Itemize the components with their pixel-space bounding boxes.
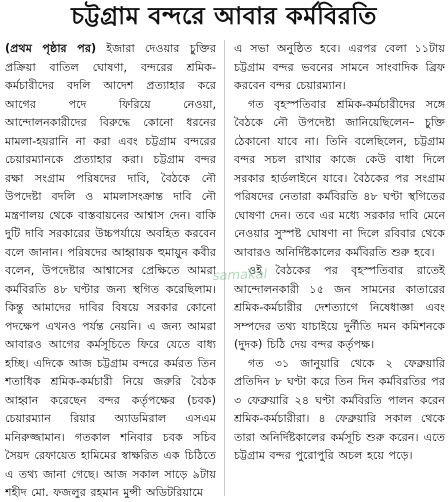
left-column-text: ইজারা দেওয়ার চুক্তির প্রক্রিয়া বাতিল ঘোষণা, বন্দরের শ্রমিক-কর্মচারীদের বদলি আদেশ প্রত্যাহার করে আগের পদে ফিরিয়ে নেওয়া, আন্দোলনকারীদের বিরুদ্ধে কোনো ধরনের মামলা-হয়রানি না করা এবং চট্টগ্রাম বন্দরের চেয়ারম্যানকে প্রত্যাহার করা। চট্টগ্রাম বন্দর রক্ষা সংগ্রাম পরিষদের দাবি, বৈঠকে নৌ উপদেষ্টা বদলি ও মামলাসংক্রান্ত দাবি নৌ মন্ত্রণালয় থেকে বাস্তবায়নের আশ্বাস দেন। বাকি দুটি দাবি সরকারের উচ্চপর্যায়ে অবহিত করবেন বলে জানান। পরিষদের আহ্বায়ক হুমায়ুন কবীর বলেন, উপদেষ্টার আশ্বাসের প্রেক্ষিতে আমরা কর্মবিরতি ৪৮ ঘণ্টার জন্য স্থগিত করেছিলাম। কিন্তু আমাদের দাবির বিষয়ে সরকার কোনো পদক্ষেপ এখনও পর্যন্ত নেয়নি। এ জন্য আমরা আবারও আগের কর্মসূচিতে ফিরে যেতে বাধ্য হচ্ছি। এদিকে আজ চট্টগ্রাম বন্দরে কর্মরত তিন শতাধিক শ্রমিক-কর্মচারী নিয়ে জরুরি বৈঠক আহ্বান করেছেন বন্দর কর্তৃপক্ষের (চবক) চেয়ারম্যান রিয়ার অ্যাডমিরাল এসএম মনিরুজ্জামান। গতকাল শনিবার চবক সচিব সৈয়দ রেফায়েত হামিমের স্বাক্ষরিত এক চিঠিতে এ তথ্য জানা গেছে। আজ সকাল সাড়ে ৯টায় শহীদ মো. ফজলুর রহমান মুন্সী অডিটরিয়ামে [5,42,216,498]
right-paragraph-3: ওই বৈঠকের পর বৃহস্পতিবার রাতেই আন্দোলনকারী ১৫ জন সামনের কাতারের শ্রমিক-কর্মচারীর দেশত্যাগে নিষেধাজ্ঞা এবং সম্পদের তথ্য যাচাইয়ে দুর্নীতি দমন কমিশনকে (দুদক) চিঠি দেয় বন্দর কর্তৃপক্ষ। [234,264,445,351]
right-paragraph-1: এ সভা অনুষ্ঠিত হবে। এরপর বেলা ১১টায় চট্টগ্রাম বন্দর ভবনের সামনে সাংবাদিক ব্রিফ করবেন বন্দর চেয়ারম্যান। [234,42,445,92]
left-paragraph [5,40,216,498]
headline: চট্টগ্রাম বন্দরে আবার কর্মবিরতি [71,1,377,30]
watermark: samakal [212,266,268,284]
right-paragraph-4: গত ৩১ জানুয়ারি থেকে ২ ফেব্রুয়ারি প্রতিদিন ৮ ঘণ্টা করে তিন দিন কর্মবিরতির পর ৩ ফেব্রুয়ারি ২৪ ঘণ্টা কর্মবিরতি পালন করেন শ্রমিক-কর্মচারীরা। ৪ ফেব্রুয়ারি সকাল থেকে তারা অনির্দিষ্টকালের কর্মসূচি শুরু করেন। এতে চট্টগ্রাম বন্দর পুরোপুরি অচল হয়ে পড়ে। [234,356,445,462]
left-column [5,40,216,498]
right-paragraph-2: গত বৃহস্পতিবার শ্রমিক-কর্মচারীদের সঙ্গে বৈঠকে নৌ উপদেষ্টা জানিয়েছিলেন– চুক্তি ঠেকানো যাবে না। তিনি বলেছিলেন, চট্টগ্রাম বন্দর সচল রাখার কাজে কেউ বাধা দিলে সরকার হার্ডলাইনে যাবে। বৈঠকের পর সংগ্রাম পরিষদের নেতারা কর্মবিরতি ৪৮ ঘণ্টা স্থগিতের ঘোষণা দেন। তবে এর মধ্যে সরকার দাবি মেনে নেওয়ার সুস্পষ্ট ঘোষণা না দিলে রবিবার থেকে আবারও অনির্দিষ্টকালের কর্মবিরতি শুরু হবে। [234,97,445,259]
lead-tag: (প্রথম পৃষ্ঠার পর) [5,42,97,55]
